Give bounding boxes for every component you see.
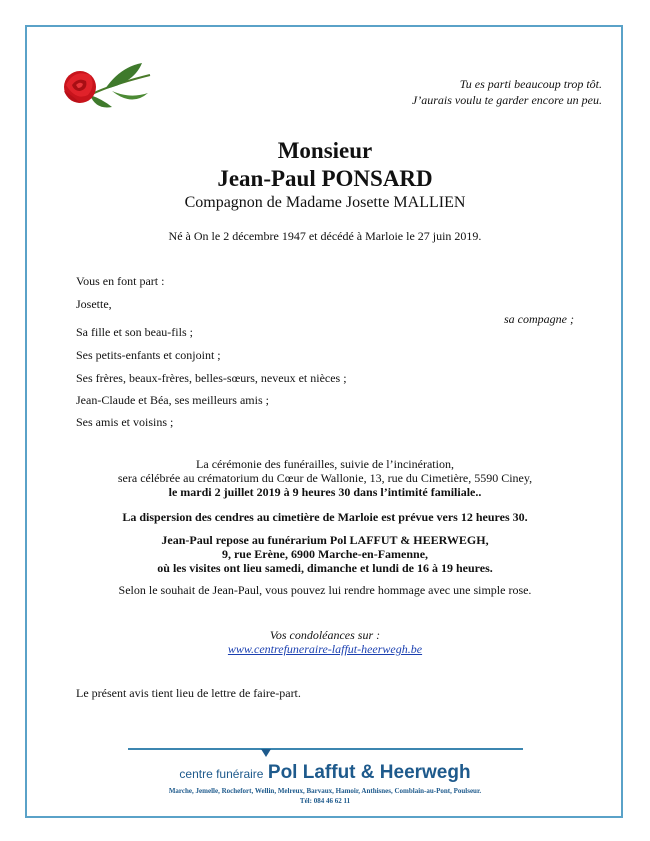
deceased-name: Jean-Paul PONSARD (217, 166, 433, 191)
ceremony-line-1: La cérémonie des funérailles, suivie de l’incinération, (196, 457, 454, 471)
ceremony-line-2: sera célébrée au crématorium du Cœur de Wallonie, 13, rue du Cimetière, 5590 Ciney, (117, 471, 533, 485)
funerarium-block (0, 533, 650, 575)
funerarium-line-3: où les visites ont lieu samedi, dimanche et lundi de 16 à 19 heures. (157, 561, 493, 575)
family-intro: Vous en font part : (76, 274, 165, 288)
condolences-label: Vos condoléances sur : (269, 628, 381, 642)
family-item: Jean-Claude et Béa, ses meilleurs amis ; (76, 393, 269, 407)
quote-line-2: J’aurais voulu te garder encore un peu. (411, 93, 602, 107)
footer-divider (128, 748, 523, 750)
companion-note: sa compagne ; (504, 312, 574, 326)
brand-name: Pol Laffut & Heerwegh (267, 762, 471, 783)
family-item: Ses petits-enfants et conjoint ; (76, 348, 221, 362)
birth-death-line: Né à On le 2 décembre 1947 et décédé à Marloie le 27 juin 2019. (168, 229, 482, 243)
family-item: Sa fille et son beau-fils ; (76, 325, 193, 339)
brand-prefix: centre funéraire (179, 767, 264, 781)
quote-line-1: Tu es parti beaucoup trop tôt. (459, 77, 602, 91)
subtitle: Compagnon de Madame Josette MALLIEN (184, 194, 466, 211)
family-item: Ses frères, beaux-frères, belles-sœurs, neveux et nièces ; (76, 371, 347, 385)
rose-image (50, 55, 160, 120)
funerarium-line-2: 9, rue Erène, 6900 Marche-en-Famenne, (221, 547, 429, 561)
family-item: Josette, (76, 297, 112, 311)
wish-line: Selon le souhait de Jean-Paul, vous pouvez lui rendre hommage avec une simple rose. (118, 583, 532, 597)
footer-towns: Marche, Jemelle, Rochefort, Wellin, Melreux, Barvaux, Hamoir, Anthisnes, Comblain-au-Pont, Poulseur. (168, 787, 482, 795)
dispersion-notice: La dispersion des cendres au cimetière de Marloie est prévue vers 12 heures 30. (122, 510, 528, 524)
condolences-link[interactable]: www.centrefuneraire-laffut-heerwegh.be (227, 642, 423, 656)
condolences-link-wrap (0, 642, 650, 656)
honorific: Monsieur (277, 138, 373, 163)
footer-phone: Tél: 084 46 62 11 (299, 797, 351, 805)
footer-logo (0, 762, 650, 784)
ceremony-line-3: le mardi 2 juillet 2019 à 9 heures 30 dans l’intimité familiale.. (168, 485, 482, 499)
ceremony-block (0, 457, 650, 499)
notice-line: Le présent avis tient lieu de lettre de faire-part. (76, 686, 301, 700)
footer-arrow-icon (261, 749, 271, 757)
epitaph-quote (412, 76, 602, 108)
family-item: Ses amis et voisins ; (76, 415, 174, 429)
funerarium-line-1: Jean-Paul repose au funérarium Pol LAFFUT & HEERWEGH, (161, 533, 489, 547)
